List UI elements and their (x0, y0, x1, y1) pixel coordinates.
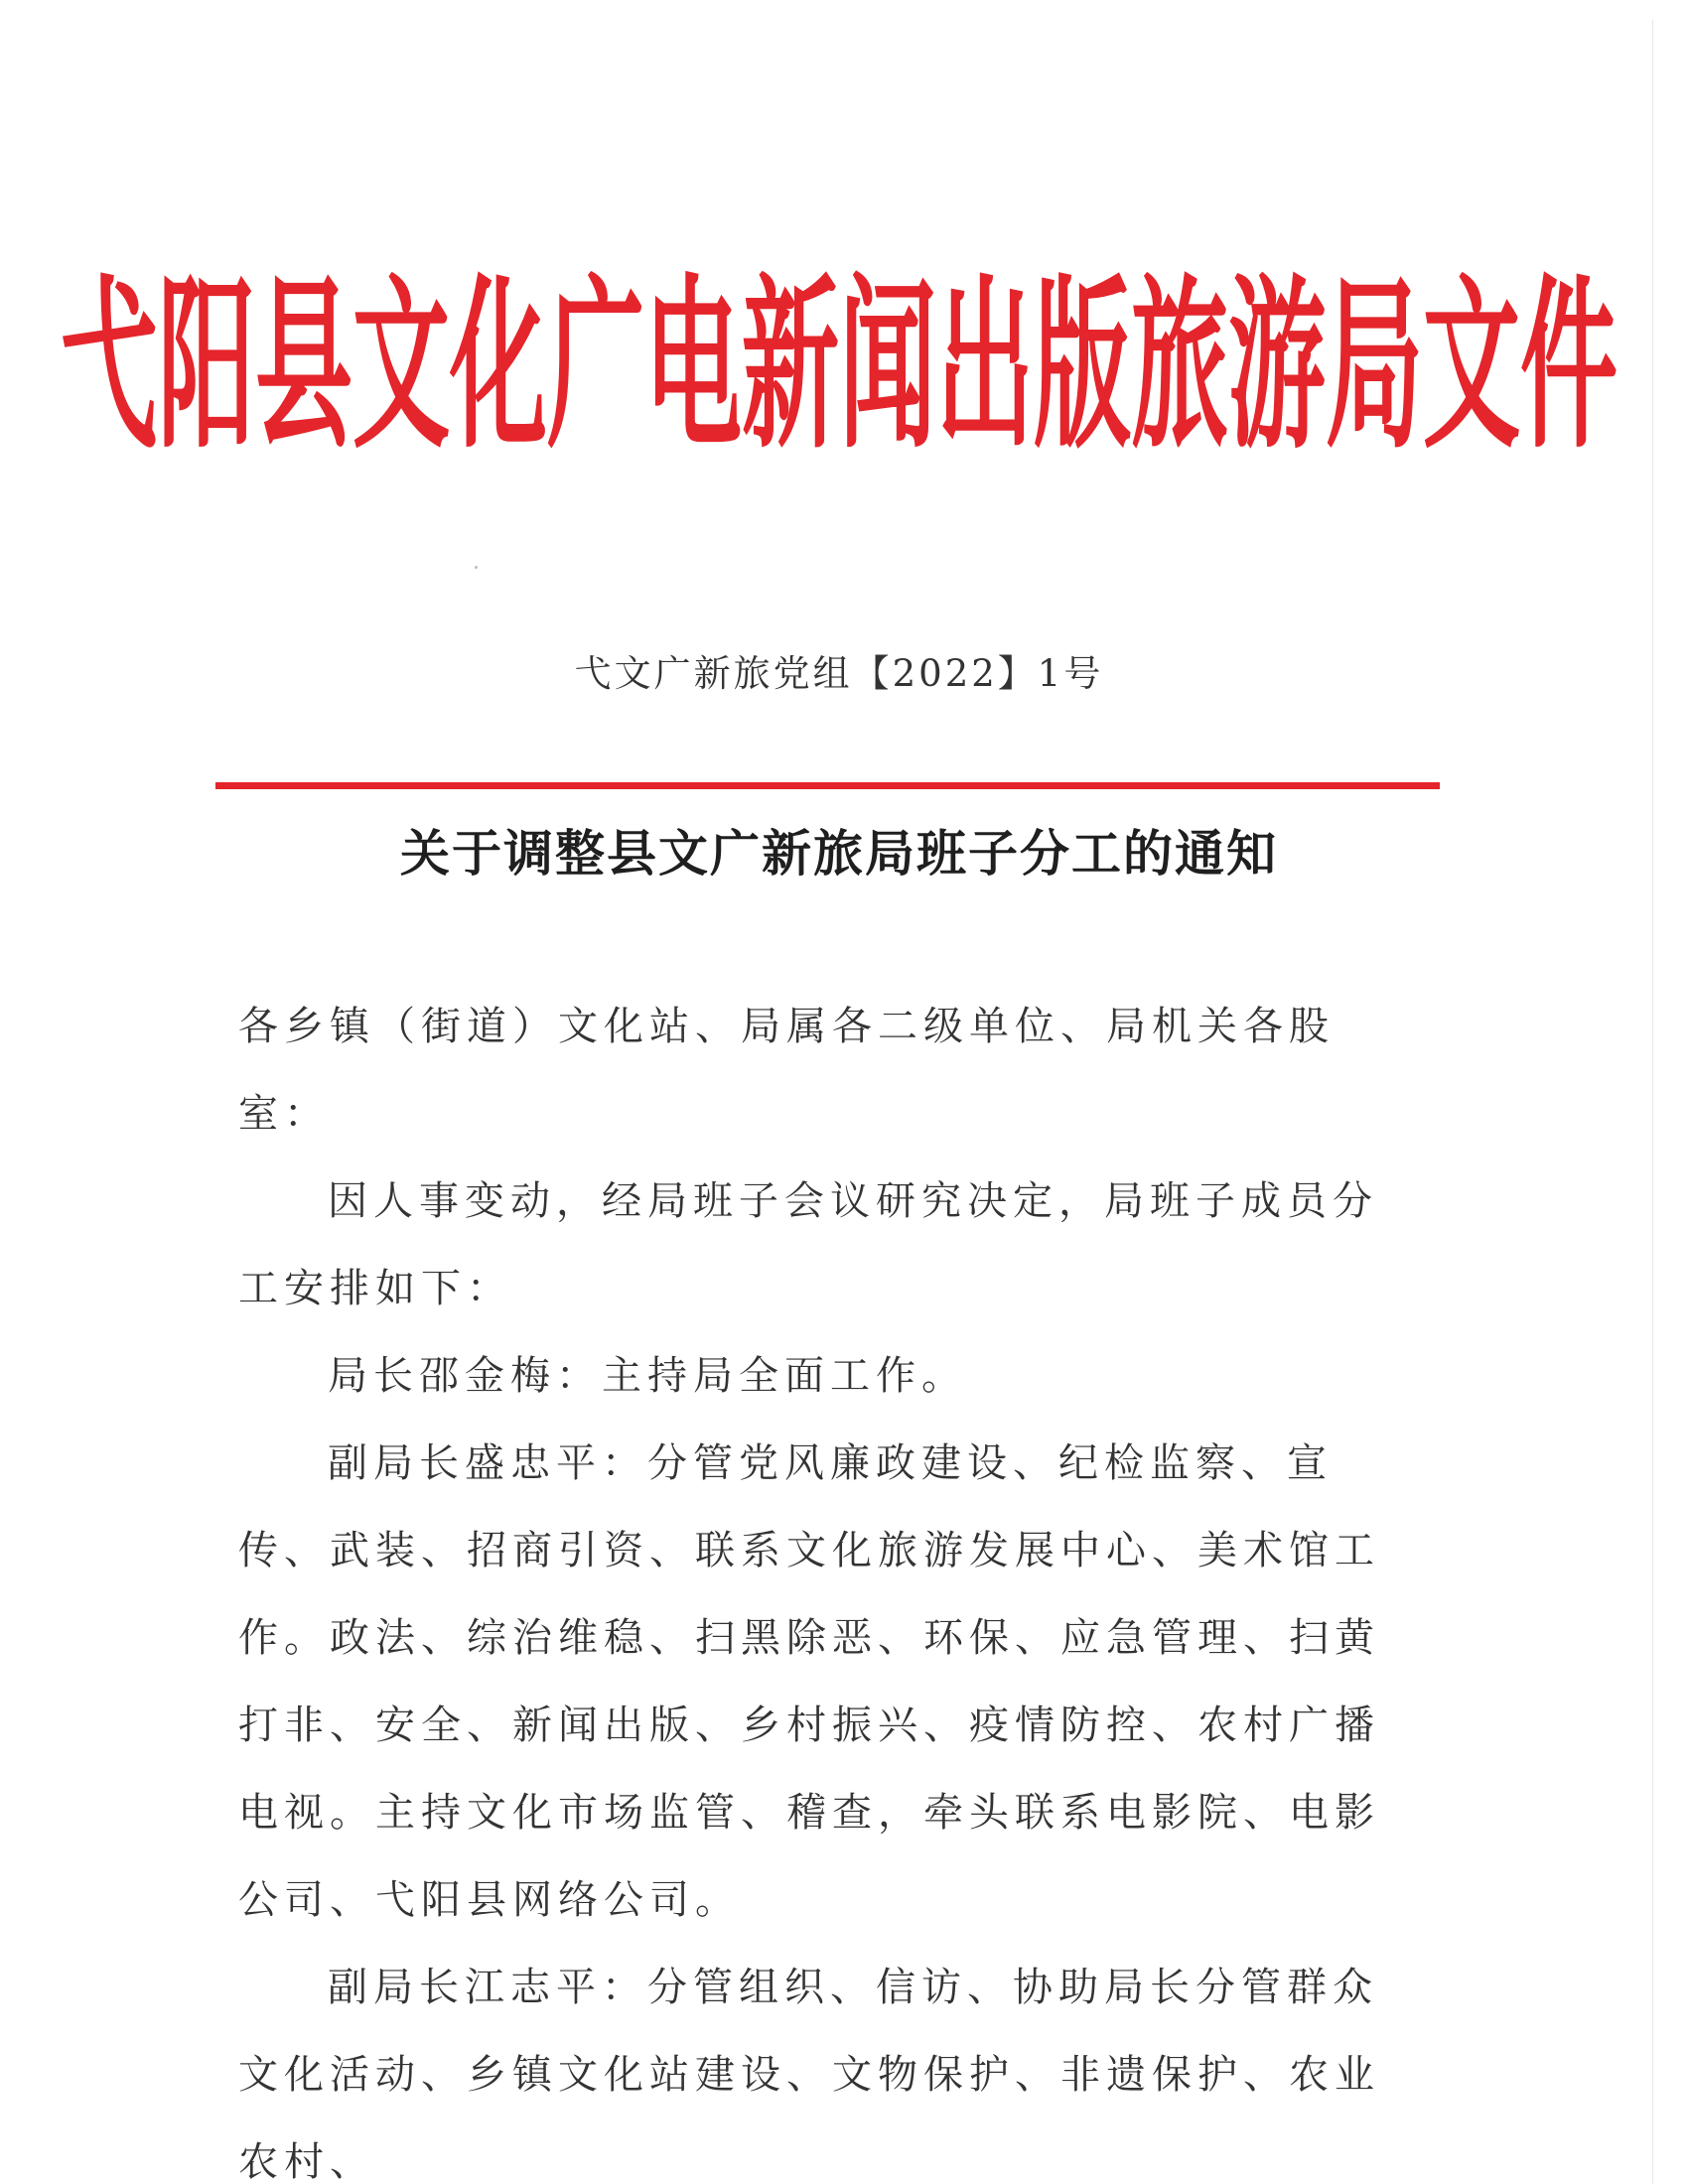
red-divider-line (215, 782, 1440, 789)
paragraph-intro: 因人事变动，经局班子会议研究决定，局班子成员分工安排如下： (238, 1178, 1378, 1311)
paragraph-deputy-jiang: 副局长江志平：分管组织、信访、协助局长分管群众文化活动、乡镇文化站建设、文物保护、非遗保护、农业农村、 (238, 1965, 1380, 2184)
salutation: 各乡镇（街道）文化站、局属各二级单位、局机关各股室： (238, 1004, 1335, 1137)
paragraph-deputy-sheng: 副局长盛忠平：分管党风廉政建设、纪检监察、宣传、武装、招商引资、联系文化旅游发展中心、美术馆工作。政法、综治维稳、扫黑除恶、环保、应急管理、扫黄打非、安全、新闻出版、乡村振兴、疫情防控、农村广播电视。主持文化市场监管、稽查，牵头联系电影院、电影公司、弋阳县网络公司。 (238, 1440, 1380, 1923)
paragraph-director: 局长邵金梅：主持局全面工作。 (328, 1353, 967, 1399)
notice-title: 关于调整县文广新旅局班子分工的通知 (400, 825, 1278, 883)
document-number: 弋文广新旅党组【2022】1号 (574, 652, 1104, 695)
scan-edge-line (1652, 20, 1653, 2184)
letterhead-title: 弋阳县文化广电新闻出版旅游局文件 (61, 257, 1618, 476)
notice-body (238, 983, 1410, 2184)
